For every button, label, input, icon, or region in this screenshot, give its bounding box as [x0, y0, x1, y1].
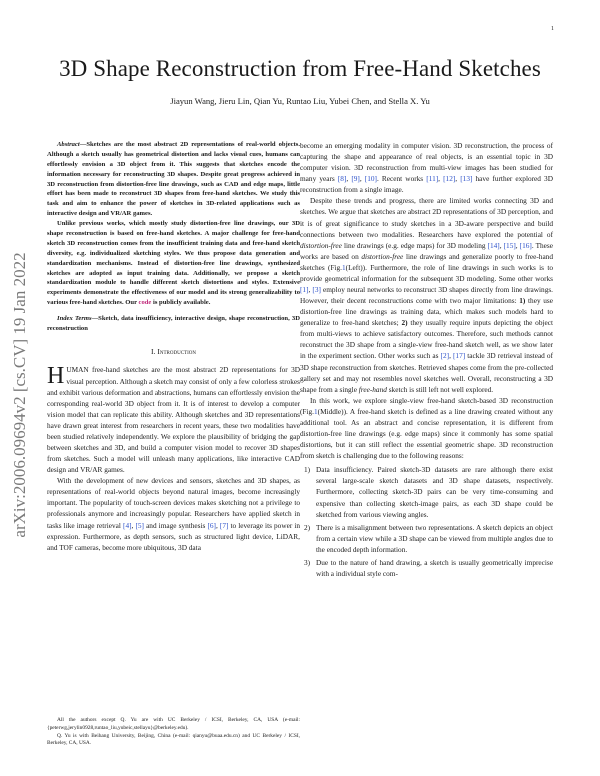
list-text: Due to the nature of hand drawing, a sketch is usually geometrically imprecise with a individual style com-: [316, 557, 553, 578]
right-paragraph-3: [300, 395, 553, 461]
list-text: Data insufficiency. Paired sketch-3D datasets are rare although there exist several large-scale sketch datasets and 3D shape datasets, respectively. Furthermore, collecting sketch-3D pairs can be very time-consuming and expensive than collecting sketch-image pairs, as each 3D shape could be sketched from various viewing angles.: [316, 465, 553, 519]
author-list: Jiayun Wang, Jieru Lin, Qian Yu, Runtao Liu, Yubei Chen, and Stella X. Yu: [170, 96, 430, 106]
right-text-3b: (Middle)). A free-hand sketch is defined as a line drawing created without any additional tool. As an abstract and concise representation, it is different from distortion-free line drawings (e.g. edge maps) since it commonly has some spatial distortions, but it can still reflect the essential geometric shape. 3D reconstruction from sketch is challenging due to the following reasons:: [300, 406, 553, 461]
page-number: 1: [551, 26, 554, 32]
abstract-paragraph-2: [47, 219, 300, 308]
intro-text-2c: to leverage its power in expression. Furthermore, as depth sensors, such as structured light device, LiDAR, and TOF cameras, become more ubiquitous, 3D data: [47, 520, 301, 552]
right-text-1b: . Recent works: [376, 174, 424, 184]
right-paragraph-1: become an emerging modality in computer vision. 3D reconstruction, the process of capturing the shape and appearance of real objects, is an essential topic in 3D computer vision. 3D reconstruction from multi-view images has been studied for many years [8], [9], [10]. Recent works [11], [12], [13] have further explored 3D reconstruction from a single image.: [300, 141, 553, 195]
emphasis-distortion-free: distortion-free: [300, 240, 342, 250]
citation-link[interactable]: [7]: [219, 520, 229, 530]
footnote-affiliation-1: All the authors except Q. Yu are with UC Berkeley / ICSI, Berkeley, CA, USA (e-mail: {peterwg,jerylin0928,runtao_liu,yubeic,stellayu}@berkeley.edu).: [47, 717, 300, 731]
citation-link[interactable]: [16]: [519, 240, 532, 250]
citation-link[interactable]: [4]: [123, 520, 132, 530]
drop-cap: H: [47, 363, 65, 390]
intro-lead-word: UMAN: [66, 365, 89, 375]
citation-link[interactable]: [2]: [440, 351, 450, 361]
limitation-number: 1): [519, 296, 526, 306]
list-number: 1): [304, 465, 311, 475]
paper-title: 3D Shape Reconstruction from Free-Hand Sketches: [59, 56, 541, 81]
right-text-2g: they use distortion-free line drawings as training data, which makes such models hard to generalize to free-hand sketches;: [300, 296, 553, 328]
abstract-text-3: is publicly available.: [153, 299, 211, 307]
list-number: 2): [304, 522, 311, 532]
citation-link[interactable]: [1]: [300, 285, 309, 295]
intro-text-1: free-hand sketches are the most abstract 2D representations for 3D visual perception. Although a sketch may consist of only a few colorless strokes and exhibit various deformation and abstractions, humans can effortlessly envision the corresponding real-world 3D object from it. It is of interest to develop a computer vision model that can replicate this ability. Although sketches and 3D representations have drawn great interest from researchers in recent years, these two modalities have been studied relatively independently. We explore the plausibility of bridging the gap between sketches and 3D, and build a computer vision model to recover 3D shapes from sketches. Such a model will unleash many applications, like interactive CAD design and VR/AR games.: [47, 365, 301, 475]
code-link[interactable]: code: [138, 299, 152, 307]
citation-link[interactable]: [5]: [135, 520, 144, 530]
citation-link[interactable]: [14]: [487, 240, 500, 250]
citation-link[interactable]: [12]: [443, 174, 456, 184]
citation-link[interactable]: [3]: [312, 285, 321, 295]
abstract: [47, 140, 300, 308]
right-paragraph-2: Despite these trends and progress, there are limited works connecting 3D and sketches. We argue that sketches are abstract 2D representations of 3D perception, and it is of great significance to study sketches in a 3D-aware perspective and build connections between two modalities. Researchers have explored the potential of distortion-free line drawings (e.g. edge maps) for 3D modeling [14], [15], [16]. These works are based on distortion-free line drawings and generalize poorly to free-hand sketches (Fig.1(Left)). Furthermore, the role of line drawings in such works is to provide geometrical information for the subsequent 3D modeling. Some other works [1], [3] employ neural networks to reconstruct 3D shapes directly from line drawings. However, their decent reconstructions come with two major limitations: 1) they use distortion-free line drawings as training data, which makes such models hard to generalize to free-hand sketches; 2) they usually require inputs depicting the object from multi-views to achieve satisfactory outcomes. Therefore, such methods cannot reconstruct the 3D shape from a single-view free-hand sketch well, as we show later in the experiment section. Other works such as [2], [17] tackle 3D retrieval instead of 3D shape reconstruction from sketches. Retrieved shapes come from the pre-collected gallery set and may not resembles novel sketches well. Overall, reconstructing a 3D shape from a single free-hand sketch is still left not well explored.: [300, 196, 554, 394]
right-column: [300, 140, 553, 581]
abstract-text-2: Unlike previous works, which mostly study distortion-free line drawings, our 3D shape reconstruction is based on free-hand sketches. A major challenge for free-hand sketch 3D reconstruction comes from the insufficient training data and free-hand sketch diversity, e.g. individualized sketching styles. We thus propose data generation and standardization mechanisms. Instead of distortion-free line drawings, synthesized sketches are adopted as input training data. Additionally, we propose a sketch standardization module to handle different sketch distortions and styles. Extensive experiments demonstrate the effectiveness of our model and its strong generalizability to various free-hand sketches. Our: [47, 220, 300, 307]
right-text-2f: employ neural networks to reconstruct 3D shapes directly from line drawings. However, their decent reconstructions come with two major limitations:: [300, 285, 554, 306]
right-text-2a: Despite these trends and progress, there are limited works connecting 3D and sketches. We argue that sketches are abstract 2D representations of 3D perception, and it is of great significance to study sketches in a 3D-aware perspective and build connections between two modalities. Researchers have explored the potential of: [300, 196, 553, 239]
footnote-affiliation-2: Q. Yu is with Beihang University, Beijing, China (e-mail: qianyu@buaa.edu.cn) and UC Berkeley / ICSI, Berkeley, CA, USA.: [47, 732, 300, 747]
citation-link[interactable]: [13]: [460, 174, 473, 184]
right-text-2i: tackle 3D retrieval instead of 3D shape reconstruction from sketches. Retrieved shapes come from the pre-collected gallery set and may not resembles novel sketches well. Overall, reconstructing a 3D shape from a single: [300, 351, 554, 394]
list-item: [300, 464, 553, 519]
list-number: 3): [304, 557, 311, 567]
right-text-2c: . These works are based on: [300, 240, 553, 261]
limitation-number: 2): [401, 318, 408, 328]
footnote: [47, 717, 300, 748]
list-item: [300, 557, 553, 579]
emphasis-free-hand: free-hand: [358, 384, 387, 394]
right-text-3a: In this work, we explore single-view free-hand sketch-based 3D reconstruction (Fig.: [300, 395, 553, 416]
intro-paragraph-2: With the development of new devices and sensors, sketches and 3D shapes, as representations of real-world objects beyond natural images, become increasingly important. The popularity of touch-screen devices makes sketching not a privilege to professionals anymore and increasingly popular. Researchers have applied sketch in tasks like image retrieval [4], [5] and image synthesis [6], [7] to leverage its power in expression. Furthermore, as depth sensors, such as structured light device, LiDAR, and TOF cameras, become more ubiquitous, 3D data: [47, 476, 301, 552]
right-text-2d: line drawings and generalize poorly to free-hand sketches (Fig.: [300, 251, 553, 272]
right-text-2h: they usually require inputs depicting the object from multi-views to achieve satisfactory outcomes. Therefore, such methods cannot reconstruct the 3D shape from a single-view free-hand sketch well, as we show later in the experiment section. Other works such as: [300, 318, 554, 361]
right-text-2j: sketch is still left not well explored.: [388, 384, 494, 394]
emphasis-distortion-free: distortion-free: [361, 251, 404, 261]
index-terms: Index Terms—Sketch, data insufficiency, interactive design, shape reconstruction, 3D reconstruction: [47, 315, 300, 333]
citation-link[interactable]: [6]: [207, 520, 216, 530]
citation-link[interactable]: [15]: [503, 240, 516, 250]
index-terms-label: Index Terms: [57, 315, 92, 323]
abstract-paragraph-1: Abstract—Sketches are the most abstract 2D representations of real-world objects. Although a sketch usually has geometrical distortion and lacks visual cues, humans can effortlessly envision a 3D object from it. This suggests that sketches encode the information necessary for reconstructing 3D shapes. Despite great progress achieved in 3D reconstruction from distortion-free line drawings, such as CAD and edge maps, little effort has been made to reconstruct 3D shapes from free-hand sketches. We study this task and aim to enhance the power of sketches in 3D-related applications such as interactive design and VR/AR games.: [47, 141, 300, 218]
citation-link[interactable]: [11]: [426, 174, 439, 184]
abstract-text-1: Sketches are the most abstract 2D representations of real-world objects. Although a sketch usually has geometrical distortion and lacks visual cues, humans can effortlessly envision a 3D object from it. This suggests that sketches encode the information necessary for reconstructing 3D shapes. Despite great progress achieved in 3D reconstruction from distortion-free line drawings, such as CAD and edge maps, little effort has been made to reconstruct 3D shapes from free-hand sketches. We study this task and aim to enhance the power of sketches in 3D-related applications such as interactive design and VR/AR games.: [47, 141, 300, 218]
intro-text-2b: and image synthesis: [146, 520, 206, 530]
list-item: [300, 522, 553, 555]
arxiv-stamp: [6, 180, 34, 610]
intro-paragraph-1: [47, 364, 300, 475]
figure-link[interactable]: 1: [342, 262, 346, 272]
left-column: [47, 140, 300, 553]
right-text-1c: have further explored 3D reconstruction from a single image.: [300, 174, 553, 195]
challenge-list: [300, 464, 553, 579]
citation-link[interactable]: [9]: [351, 174, 360, 184]
abstract-label: Abstract: [57, 141, 80, 148]
index-terms-text: Sketch, data insufficiency, interactive design, shape reconstruction, 3D reconstruction: [47, 315, 300, 333]
right-text-1a: become an emerging modality in computer vision. 3D reconstruction, the process of capturing the shape and appearance of real objects, is an essential topic in 3D computer vision. 3D reconstruction from multi-view images has been studied for many years: [300, 141, 553, 184]
section-heading-introduction: I. Introduction: [151, 346, 196, 356]
citation-link[interactable]: [10]: [364, 174, 377, 184]
intro-text-2a: With the development of new devices and sensors, sketches and 3D shapes, as representations of real-world objects beyond natural images, become increasingly important. The popularity of touch-screen devices makes sketching not a privilege to professionals anymore and increasingly popular. Researchers have applied sketch in tasks like image retrieval: [47, 476, 300, 530]
figure-link[interactable]: 1: [314, 406, 318, 416]
citation-link[interactable]: [8]: [337, 174, 347, 184]
right-text-2b: line drawings (e.g. edge maps) for 3D modeling: [343, 240, 486, 250]
arxiv-stamp-text: arXiv:2006.09694v2 [cs.CV] 19 Jan 2022: [10, 252, 29, 538]
list-text: There is a misalignment between two representations. A sketch depicts an object from a certain view while a 3D shape can be viewed from multiple angles due to the encoded depth information.: [316, 522, 553, 554]
citation-link[interactable]: [17]: [452, 351, 466, 361]
right-text-2e: (Left)). Furthermore, the role of line drawings in such works is to provide geometrical information for the subsequent 3D modeling. Some other works: [300, 262, 553, 283]
